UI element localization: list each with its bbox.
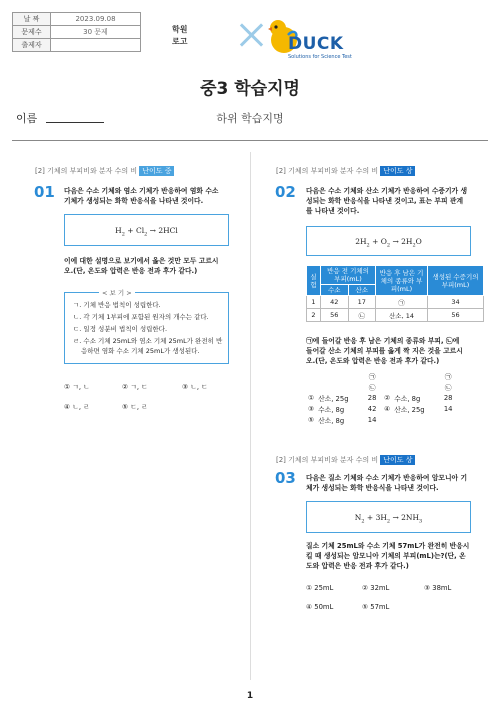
option-b: 28: [367, 393, 377, 402]
brand-name: DUCK: [288, 34, 344, 54]
page-title: 중3 학습지명: [200, 79, 300, 99]
choice-1[interactable]: ① 25mL: [306, 584, 334, 592]
section-label-q2: [276, 166, 415, 176]
page-number: 1: [246, 691, 254, 701]
equation-box: $N_2 + 3H_2 \to 2NH_3$: [306, 501, 471, 533]
cell-exp: 1: [307, 296, 321, 309]
choice-2[interactable]: ② ㄱ, ㄷ: [122, 383, 148, 391]
th-hydrogen: 수소: [321, 285, 349, 296]
opt-header-b: ㉡: [368, 383, 376, 392]
name-label: 이름: [16, 112, 38, 125]
option-b: 28: [443, 393, 453, 402]
option-a: 산소, 25g: [394, 405, 425, 414]
text-line: 오.(단, 온도와 압력은 반응 전과 후가 같다.): [306, 357, 440, 365]
question-number: 02: [275, 183, 296, 201]
bogi-item: ㄹ. 수소 기체 25mL와 염소 기체 25mL가 완전히 반: [73, 337, 223, 345]
difficulty-badge: 난이도 상: [380, 455, 415, 465]
text-line: 기체가 생성되는 화학 반응식을 나타낸 것이다.: [64, 197, 204, 205]
th-vapor: 생성된 수증기의 부피(mL): [428, 266, 484, 296]
opt-header-a: ㉠: [368, 372, 376, 381]
page-subtitle: 하위 학습지명: [216, 112, 284, 125]
section-label-q3: [276, 455, 415, 465]
cell-h2: 56: [321, 309, 349, 322]
option-num[interactable]: ①: [308, 393, 315, 402]
section-label-text: [2] 기체의 부피비와 분자 수의 비: [276, 167, 379, 175]
cell-exp: 2: [307, 309, 321, 322]
opt-header-b: ㉡: [444, 383, 452, 392]
question-text: [306, 473, 467, 493]
difficulty-badge: 난이도 중: [139, 166, 174, 176]
equation-box: $H_2 + Cl_2 \to 2HCl$: [64, 214, 229, 246]
option-b: 14: [367, 415, 377, 424]
cell-vapor: 34: [428, 296, 484, 309]
th-before: 반응 전 기체의 부피(mL): [321, 266, 376, 285]
cell-vapor: 56: [428, 309, 484, 322]
th-oxygen: 산소: [348, 285, 376, 296]
option-b: 42: [367, 404, 377, 413]
option-a: 수소, 8g: [394, 394, 421, 403]
option-num[interactable]: ⑤: [308, 415, 315, 424]
option-row[interactable]: [306, 414, 458, 425]
bogi-item: 응하면 염화 수소 기체 25mL가 생성된다.: [81, 347, 200, 355]
question-text: [306, 186, 467, 216]
choice-5[interactable]: ⑤ 57mL: [362, 603, 390, 611]
section-label-q1: [35, 166, 174, 176]
choice-2[interactable]: ② 32mL: [362, 584, 390, 592]
cell-o2: ㉡: [348, 309, 376, 322]
bogi-item: ㄴ. 각 기체 1부피에 포함된 원자의 개수는 같다.: [73, 313, 209, 321]
question-text: [64, 186, 218, 206]
option-a: 산소, 25g: [318, 394, 349, 403]
text-line: 킬 때 생성되는 암모니아 기체의 부피(mL)는?(단, 온: [306, 552, 466, 560]
column-divider: [250, 152, 251, 680]
academy-logo-line: 로고: [172, 37, 188, 46]
text-line: 다음은 질소 기체와 수소 기체가 반응하여 암모니아 기: [306, 474, 468, 482]
text-line: ㉠에 들어갈 반응 후 남은 기체의 종류와 부피, ㉡에: [306, 337, 460, 345]
text-line: 를 나타낸 것이다.: [306, 207, 360, 215]
answer-options-table: [306, 370, 458, 425]
academy-logo: [172, 24, 187, 48]
cell-remaining: ㉠: [376, 296, 428, 309]
opt-header-b: ㉠: [444, 372, 452, 381]
info-key: 문제수: [13, 26, 51, 39]
question-prompt: [306, 336, 463, 366]
th-experiment: 실험: [307, 266, 321, 296]
bogi-title: < 보 기 >: [99, 288, 135, 297]
bogi-box: [64, 289, 229, 364]
choice-3[interactable]: ③ ㄴ, ㄷ: [182, 383, 208, 391]
th-remaining: 반응 후 남은 기체의 종류와 부피(mL): [376, 266, 428, 296]
question-number: 03: [275, 469, 296, 487]
cell-remaining: 산소, 14: [376, 309, 428, 322]
text-line: 성되는 화학 반응식을 나타낸 것이고, 표는 부피 관계: [306, 197, 464, 205]
option-row[interactable]: [306, 403, 458, 414]
volume-table: [306, 265, 484, 322]
option-a: 산소, 8g: [318, 416, 345, 425]
brand-tagline: Solutions for Science Test: [288, 54, 352, 60]
choice-4[interactable]: ④ ㄴ, ㄹ: [64, 403, 90, 411]
text-line: 들어갈 산소 기체의 부피를 옳게 짝 지은 것을 고르시: [306, 347, 463, 355]
option-b: 14: [443, 404, 453, 413]
option-num[interactable]: ③: [308, 404, 315, 413]
table-row: [307, 309, 484, 322]
info-key: 출제자: [13, 39, 51, 52]
choice-5[interactable]: ⑤ ㄷ, ㄹ: [122, 403, 148, 411]
option-num[interactable]: ②: [384, 393, 391, 402]
info-row-date: [13, 13, 141, 26]
brand-logo: [264, 18, 360, 62]
choice-1[interactable]: ① ㄱ, ㄴ: [64, 383, 90, 391]
text-line: 도와 압력은 반응 전과 후가 같다.): [306, 562, 409, 570]
text-line: 질소 기체 25mL와 수소 기체 57mL가 완전히 반응시: [306, 542, 470, 550]
option-row[interactable]: [306, 392, 458, 403]
section-label-text: [2] 기체의 부피비와 분자 수의 비: [276, 456, 379, 464]
bogi-item: ㄷ. 일정 성분비 법칙이 성립한다.: [73, 325, 168, 333]
text-line: 체가 생성되는 화학 반응식을 나타낸 것이다.: [306, 484, 439, 492]
difficulty-badge: 난이도 상: [380, 166, 415, 176]
text-line: 다음은 수소 기체와 산소 기체가 반응하여 수증기가 생: [306, 187, 468, 195]
info-key: 날 짜: [13, 13, 51, 26]
text-line: 다음은 수소 기체와 염소 기체가 반응하여 염화 수소: [64, 187, 219, 195]
question-number: 01: [34, 183, 55, 201]
info-value: 2023.09.08: [51, 13, 141, 26]
bogi-item: ㄱ. 기체 반응 법칙이 성립한다.: [73, 301, 161, 309]
table-row: [307, 296, 484, 309]
info-value: [51, 39, 141, 52]
info-table: [12, 12, 141, 52]
text-line: 이에 대한 설명으로 보기에서 옳은 것만 모두 고르시: [64, 257, 219, 265]
academy-logo-line: 학원: [172, 25, 188, 34]
choice-3[interactable]: ③ 38mL: [424, 584, 452, 592]
section-label-text: [2] 기체의 부피비와 분자 수의 비: [35, 167, 138, 175]
option-num[interactable]: ④: [384, 404, 391, 413]
info-row-author: [13, 39, 141, 52]
cross-icon: [238, 22, 264, 48]
text-line: 오.(단, 온도와 압력은 반응 전과 후가 같다.): [64, 267, 198, 275]
info-value: 30 문제: [51, 26, 141, 39]
header-divider: [12, 140, 488, 141]
question-prompt: [64, 256, 218, 276]
info-row-count: [13, 26, 141, 39]
equation-box: $2H_2 + O_2 \to 2H_2O$: [306, 226, 471, 256]
question-prompt: [306, 541, 469, 571]
cell-o2: 17: [348, 296, 376, 309]
option-a: 수소, 8g: [318, 405, 345, 414]
choice-4[interactable]: ④ 50mL: [306, 603, 334, 611]
cell-h2: 42: [321, 296, 349, 309]
